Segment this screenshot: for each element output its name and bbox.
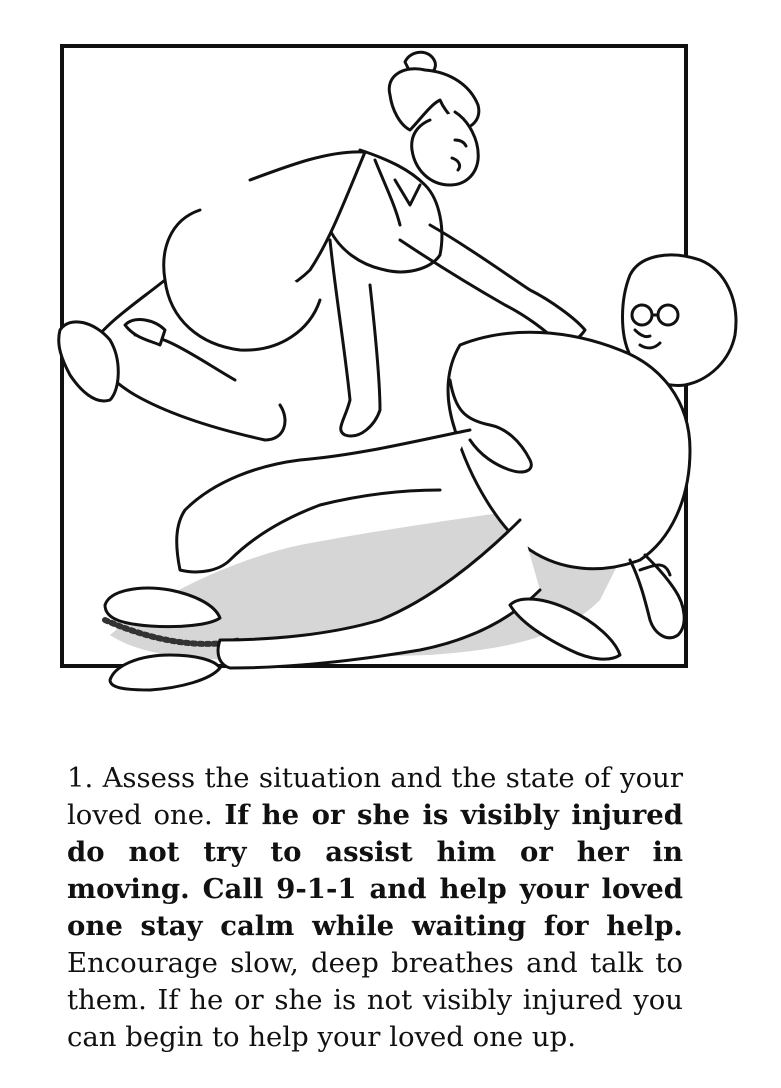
instruction-text	[67, 760, 683, 1056]
instruction-tail: Encourage slow, deep breathes and talk to them. If he or she is not visibly injured you can begin to help your loved one up.	[67, 947, 683, 1053]
instruction-warning: If he or she is visibly injured do not try to assist him or her in moving. Call 9-1-1 and help your loved one stay calm while waiting for help.	[67, 799, 684, 942]
instruction-lead: 1. Assess the situation and the state of your loved one.	[67, 762, 683, 831]
